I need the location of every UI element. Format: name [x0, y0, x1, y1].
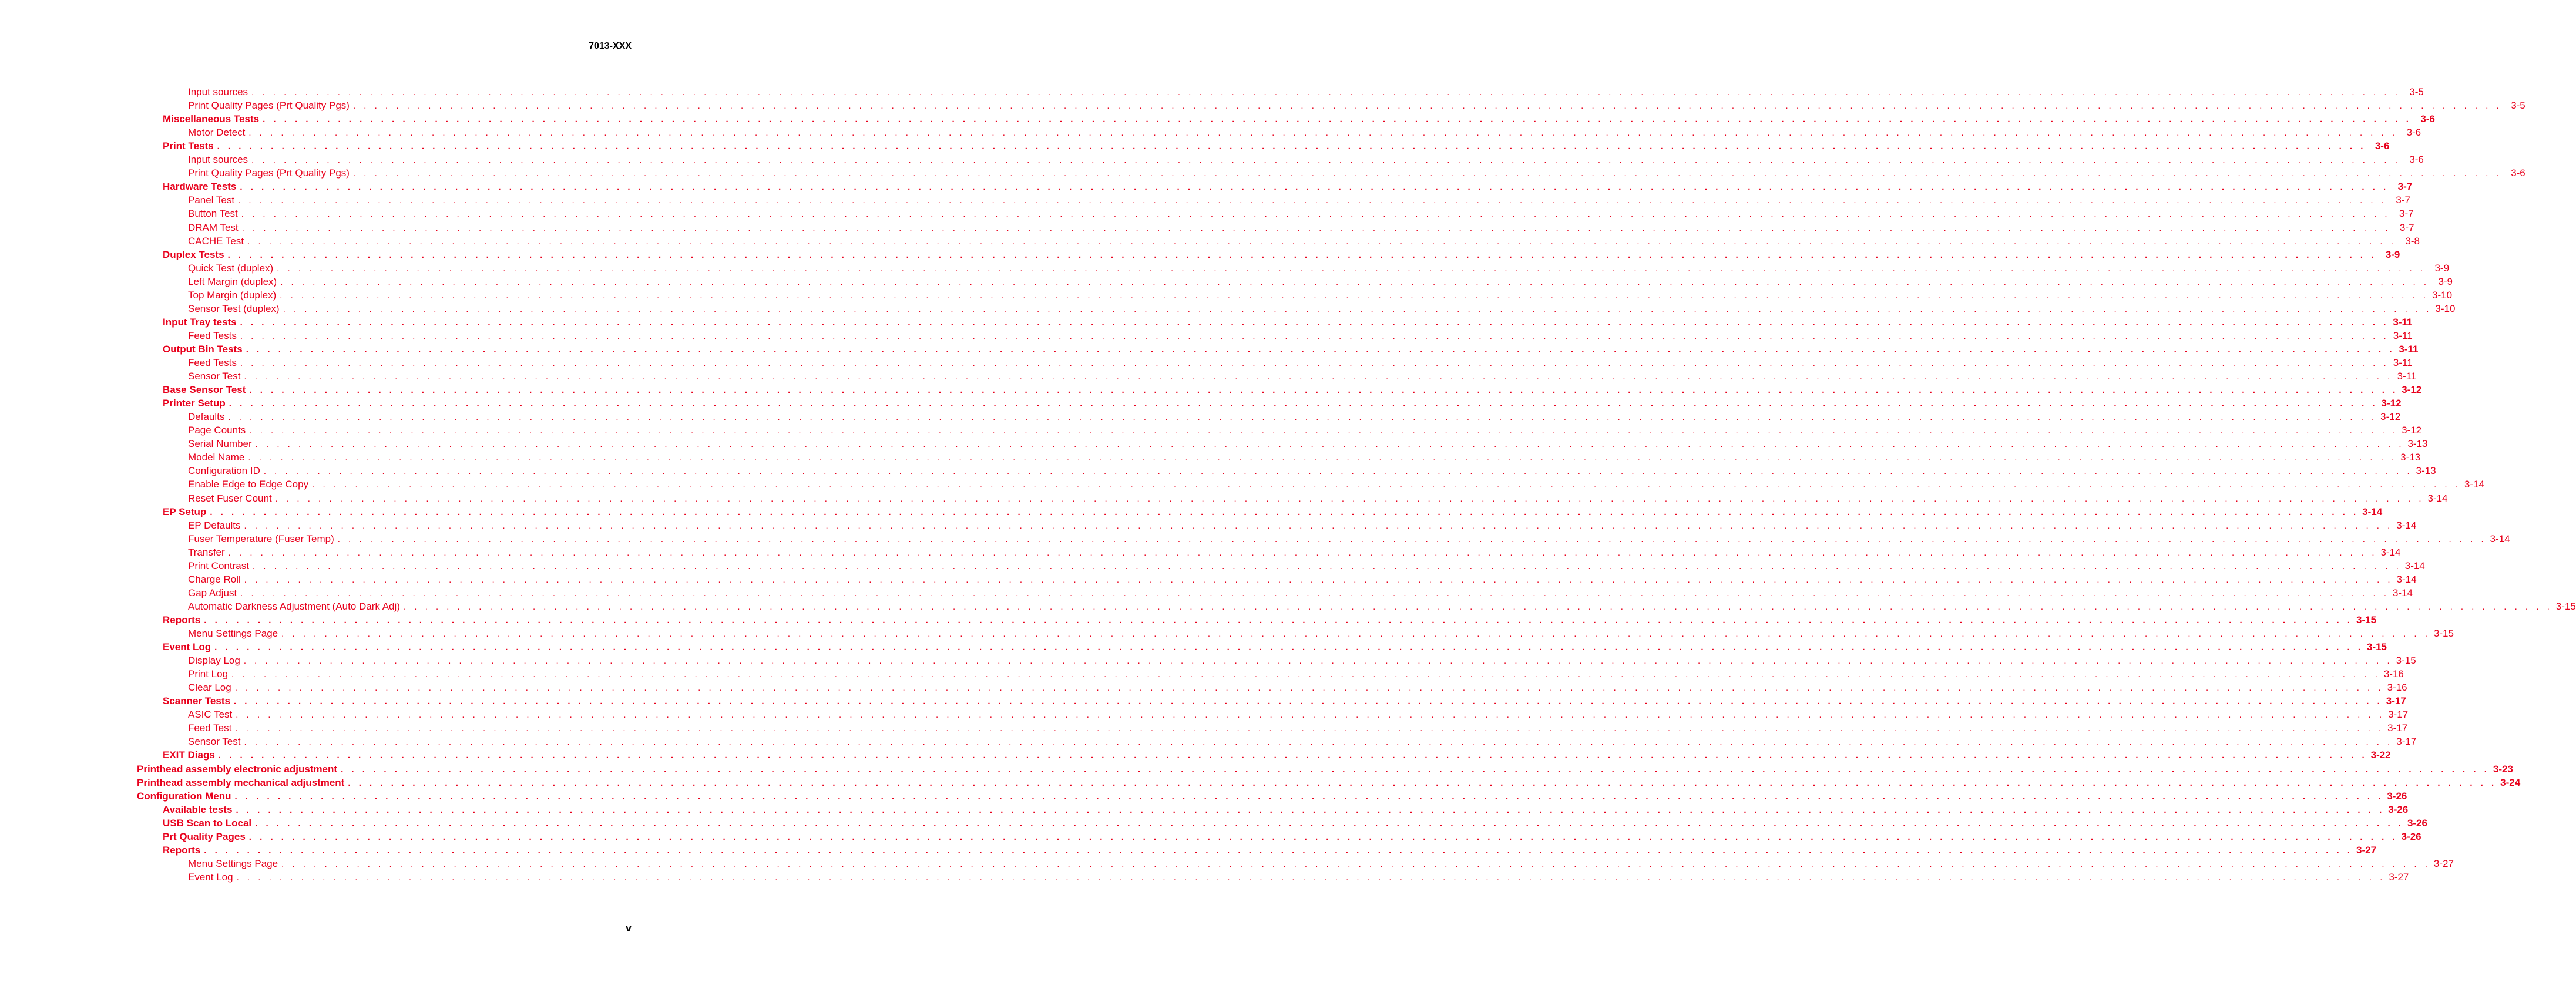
toc-entry-page: 3-12: [2402, 425, 2422, 436]
dot-leader: . . . . . . . . . . . . . . . . . . . . . . . . . . . . . . . . . . . . . . . . . . . . . . . . . . . . . . . . . . . . . . . . . . . . . . . . . . . . . . . . . . . . . . . . . . . . . . . . . . . . . . . . . . . . . . . . . . . . . . . . . . . . . . . . . . . . . . . . . . . . . . . . . . . . . . . . . . . . . . . . . . . . . . . . . . . . . . . . . . . . . . . . . . . . . . . . . . . . . . . .: [240, 331, 2389, 341]
toc-entry[interactable]: [163, 640, 2387, 654]
toc-entry-page: 3-17: [2388, 709, 2409, 721]
toc-entry[interactable]: [137, 762, 2513, 776]
dot-leader: . . . . . . . . . . . . . . . . . . . . . . . . . . . . . . . . . . . . . . . . . . . . . . . . . . . . . . . . . . . . . . . . . . . . . . . . . . . . . . . . . . . . . . . . . . . . . . . . . . . . . . . . . . . . . . . . . . . . . . . . . . . . . . . . . . . . . . . . . . . . . . . . . . . . . . . . . . . . . . . . . . . . . . . . . . . . . . . . . . . . . . . . . . . . . . . . . . . . . . . .: [277, 263, 2426, 274]
toc-entry-title: Automatic Darkness Adjustment (Auto Dark Adj): [188, 600, 400, 612]
toc-entry-title: Event Log: [163, 641, 211, 653]
dot-leader: . . . . . . . . . . . . . . . . . . . . . . . . . . . . . . . . . . . . . . . . . . . . . . . . . . . . . . . . . . . . . . . . . . . . . . . . . . . . . . . . . . . . . . . . . . . . . . . . . . . . . . . . . . . . . . . . . . . . . . . . . . . . . . . . . . . . . . . . . . . . . . . . . . . . . . . . . . . . . . . . . . . . . . . . . . . . . . . . . . . . . . . . . . . . . . . . . . . . . . . .: [248, 128, 2398, 139]
toc-entry-page: 3-17: [2396, 736, 2417, 748]
toc-entry-title: CACHE Test: [188, 235, 244, 247]
toc-entry-page: 3-16: [2387, 682, 2407, 694]
dot-leader: . . . . . . . . . . . . . . . . . . . . . . . . . . . . . . . . . . . . . . . . . . . . . . . . . . . . . . . . . . . . . . . . . . . . . . . . . . . . . . . . . . . . . . . . . . . . . . . . . . . . . . . . . . . . . . . . . . . . . . . . . . . . . . . . . . . . . . . . . . . . . . . . . . . . . . . . . . . . . . . . . . . . . . . . . . . . . . . . . . . . . . . . . . . . . . . . . . . . . . . .: [248, 832, 2398, 842]
toc-entry[interactable]: [188, 423, 2422, 437]
dot-leader: . . . . . . . . . . . . . . . . . . . . . . . . . . . . . . . . . . . . . . . . . . . . . . . . . . . . . . . . . . . . . . . . . . . . . . . . . . . . . . . . . . . . . . . . . . . . . . . . . . . . . . . . . . . . . . . . . . . . . . . . . . . . . . . . . . . . . . . . . . . . . . . . . . . . . . . . . . . . . . . . . . . . . . . . . . . . . . . . . . . . . . . . . . . . . . . . . . . . . . . .: [240, 317, 2389, 328]
toc-entry[interactable]: [163, 180, 2413, 193]
toc-entry-title: DRAM Test: [188, 221, 239, 233]
toc-entry-title: Left Margin (duplex): [188, 275, 277, 287]
dot-leader: . . . . . . . . . . . . . . . . . . . . . . . . . . . . . . . . . . . . . . . . . . . . . . . . . . . . . . . . . . . . . . . . . . . . . . . . . . . . . . . . . . . . . . . . . . . . . . . . . . . . . . . . . . . . . . . . . . . . . . . . . . . . . . . . . . . . . . . . . . . . . . . . . . . . . . . . . . . . . . . . . . . . . . . . . . . . . . . . . . . . . . . . . . . . . . . . . . . . . . . .: [204, 615, 2353, 625]
toc-entry-title: Input sources: [188, 86, 248, 97]
toc-entry[interactable]: [188, 464, 2436, 477]
toc-entry-title: Quick Test (duplex): [188, 262, 274, 274]
dot-leader: . . . . . . . . . . . . . . . . . . . . . . . . . . . . . . . . . . . . . . . . . . . . . . . . . . . . . . . . . . . . . . . . . . . . . . . . . . . . . . . . . . . . . . . . . . . . . . . . . . . . . . . . . . . . . . . . . . . . . . . . . . . . . . . . . . . . . . . . . . . . . . . . . . . . . . . . . . . . . . . . . . . . . . . . . . . . . . . . . . . . . . . . . . . . . . . . . . . . . . . .: [204, 845, 2353, 856]
toc-entry[interactable]: [188, 410, 2401, 423]
dot-leader: . . . . . . . . . . . . . . . . . . . . . . . . . . . . . . . . . . . . . . . . . . . . . . . . . . . . . . . . . . . . . . . . . . . . . . . . . . . . . . . . . . . . . . . . . . . . . . . . . . . . . . . . . . . . . . . . . . . . . . . . . . . . . . . . . . . . . . . . . . . . . . . . . . . . . . . . . . . . . . . . . . . . . . . . . . . . . . . . . . . . . . . . . . . . . . . . . . . . . . . .: [275, 493, 2424, 504]
toc-entry-page: 3-14: [2392, 587, 2413, 598]
toc-entry[interactable]: [188, 532, 2510, 546]
toc-entry-title: Panel Test: [188, 194, 235, 206]
toc-entry[interactable]: [188, 153, 2424, 166]
toc-entry-page: 3-11: [2399, 343, 2419, 355]
toc-entry[interactable]: [188, 492, 2448, 505]
toc-entry-title: Top Margin (duplex): [188, 289, 277, 301]
toc-entry[interactable]: [188, 857, 2454, 870]
dot-leader: . . . . . . . . . . . . . . . . . . . . . . . . . . . . . . . . . . . . . . . . . . . . . . . . . . . . . . . . . . . . . . . . . . . . . . . . . . . . . . . . . . . . . . . . . . . . . . . . . . . . . . . . . . . . . . . . . . . . . . . . . . . . . . . . . . . . . . . . . . . . . . . . . . . . . . . . . . . . . . . . . . . . . . . . . . . . . . . . . . . . . . . . . . . . . . . . . . . . . . . .: [240, 358, 2389, 368]
dot-leader: . . . . . . . . . . . . . . . . . . . . . . . . . . . . . . . . . . . . . . . . . . . . . . . . . . . . . . . . . . . . . . . . . . . . . . . . . . . . . . . . . . . . . . . . . . . . . . . . . . . . . . . . . . . . . . . . . . . . . . . . . . . . . . . . . . . . . . . . . . . . . . . . . . . . . . . . . . . . . . . . . . . . . . . . . . . . . . . . . . . . . . . . . . . . . . . . . . . . . . . .: [229, 399, 2378, 409]
toc-entry-page: 3-8: [2405, 235, 2420, 247]
toc-entry[interactable]: [188, 369, 2417, 383]
toc-entry-title: Printhead assembly electronic adjustment: [137, 763, 338, 775]
toc-entry[interactable]: [188, 437, 2428, 450]
dot-leader: . . . . . . . . . . . . . . . . . . . . . . . . . . . . . . . . . . . . . . . . . . . . . . . . . . . . . . . . . . . . . . . . . . . . . . . . . . . . . . . . . . . . . . . . . . . . . . . . . . . . . . . . . . . . . . . . . . . . . . . . . . . . . . . . . . . . . . . . . . . . . . . . . . . . . . . . . . . . . . . . . . . . . . . . . . . . . . . . . . . . . . . . . . . . . . . . . . . . . . . .: [241, 209, 2390, 220]
dot-leader: . . . . . . . . . . . . . . . . . . . . . . . . . . . . . . . . . . . . . . . . . . . . . . . . . . . . . . . . . . . . . . . . . . . . . . . . . . . . . . . . . . . . . . . . . . . . . . . . . . . . . . . . . . . . . . . . . . . . . . . . . . . . . . . . . . . . . . . . . . . . . . . . . . . . . . . . . . . . . . . . . . . . . . . . . . . . . . . . . . . . . . . . . . . . . . . . . . . . . . . .: [214, 642, 2363, 653]
toc-entry-page: 3-23: [2493, 763, 2513, 775]
dot-leader: . . . . . . . . . . . . . . . . . . . . . . . . . . . . . . . . . . . . . . . . . . . . . . . . . . . . . . . . . . . . . . . . . . . . . . . . . . . . . . . . . . . . . . . . . . . . . . . . . . . . . . . . . . . . . . . . . . . . . . . . . . . . . . . . . . . . . . . . . . . . . . . . . . . . . . . . . . . . . . . . . . . . . . . . . . . . . . . . . . . . . . . . . . . . . . . . . . . . . . . .: [234, 683, 2384, 694]
toc-entry-page: 3-26: [2407, 817, 2427, 829]
toc-entry-title: Output Bin Tests: [163, 343, 243, 355]
toc-entry-page: 3-12: [2381, 398, 2402, 409]
toc-entry[interactable]: [163, 505, 2383, 519]
dot-leader: . . . . . . . . . . . . . . . . . . . . . . . . . . . . . . . . . . . . . . . . . . . . . . . . . . . . . . . . . . . . . . . . . . . . . . . . . . . . . . . . . . . . . . . . . . . . . . . . . . . . . . . . . . . . . . . . . . . . . . . . . . . . . . . . . . . . . . . . . . . . . . . . . . . . . . . . . . . . . . . . . . . . . . . . . . . . . . . . . . . . . . . . . . . . . . . . . . . . . . . .: [312, 480, 2461, 490]
toc-entry-page: 3-9: [2438, 275, 2453, 287]
toc-entry-title: Transfer: [188, 546, 225, 558]
toc-entry[interactable]: [188, 573, 2417, 586]
toc-entry-title: Print Quality Pages (Prt Quality Pgs): [188, 167, 350, 179]
document-id: 7013-XXX: [589, 41, 632, 51]
toc-entry[interactable]: [163, 816, 2427, 830]
toc-entry-title: Print Contrast: [188, 560, 249, 571]
toc-entry[interactable]: [163, 342, 2419, 356]
toc-entry-page: 3-12: [2402, 384, 2422, 396]
dot-leader: . . . . . . . . . . . . . . . . . . . . . . . . . . . . . . . . . . . . . . . . . . . . . . . . . . . . . . . . . . . . . . . . . . . . . . . . . . . . . . . . . . . . . . . . . . . . . . . . . . . . . . . . . . . . . . . . . . . . . . . . . . . . . . . . . . . . . . . . . . . . . . . . . . . . . . . . . . . . . . . . . . . . . . . . . . . . . . . . . . . . . . . . . . . . . . . . . . . . . . . .: [283, 304, 2432, 314]
toc-entry-page: 3-6: [2409, 154, 2424, 166]
dot-leader: . . . . . . . . . . . . . . . . . . . . . . . . . . . . . . . . . . . . . . . . . . . . . . . . . . . . . . . . . . . . . . . . . . . . . . . . . . . . . . . . . . . . . . . . . . . . . . . . . . . . . . . . . . . . . . . . . . . . . . . . . . . . . . . . . . . . . . . . . . . . . . . . . . . . . . . . . . . . . . . . . . . . . . . . . . . . . . . . . . . . . . . . . . . . . . . . . . . . . . . .: [249, 426, 2399, 436]
toc-entry[interactable]: [188, 546, 2401, 559]
toc-entry[interactable]: [188, 85, 2424, 99]
dot-leader: . . . . . . . . . . . . . . . . . . . . . . . . . . . . . . . . . . . . . . . . . . . . . . . . . . . . . . . . . . . . . . . . . . . . . . . . . . . . . . . . . . . . . . . . . . . . . . . . . . . . . . . . . . . . . . . . . . . . . . . . . . . . . . . . . . . . . . . . . . . . . . . . . . . . . . . . . . . . . . . . . . . . . . . . . . . . . . . . . . . . . . . . . . . . . . . . . . . . . . . .: [244, 372, 2393, 382]
toc-entry[interactable]: [188, 234, 2420, 248]
toc-entry-page: 3-10: [2435, 302, 2456, 314]
toc-entry-page: 3-14: [2490, 533, 2510, 544]
toc-entry-page: 3-6: [2406, 127, 2421, 139]
toc-entry-page: 3-13: [2407, 438, 2428, 450]
toc-entry[interactable]: [163, 803, 2409, 816]
toc-entry[interactable]: [163, 315, 2413, 329]
toc-entry-title: Print Quality Pages (Prt Quality Pgs): [188, 100, 350, 112]
toc-entry-title: Display Log: [188, 655, 240, 667]
toc-entry[interactable]: [188, 450, 2421, 464]
dot-leader: . . . . . . . . . . . . . . . . . . . . . . . . . . . . . . . . . . . . . . . . . . . . . . . . . . . . . . . . . . . . . . . . . . . . . . . . . . . . . . . . . . . . . . . . . . . . . . . . . . . . . . . . . . . . . . . . . . . . . . . . . . . . . . . . . . . . . . . . . . . . . . . . . . . . . . . . . . . . . . . . . . . . . . . . . . . . . . . . . . . . . . . . . . . . . . . . . . . . . . . .: [352, 169, 2502, 179]
toc-entry-title: EP Setup: [163, 506, 207, 517]
toc-entry-title: Miscellaneous Tests: [163, 113, 260, 125]
toc-entry-title: USB Scan to Local: [163, 817, 252, 829]
toc-entry-title: Fuser Temperature (Fuser Temp): [188, 533, 334, 544]
toc-entry-page: 3-26: [2401, 830, 2421, 842]
toc-entry-title: Reports: [163, 844, 201, 856]
dot-leader: . . . . . . . . . . . . . . . . . . . . . . . . . . . . . . . . . . . . . . . . . . . . . . . . . . . . . . . . . . . . . . . . . . . . . . . . . . . . . . . . . . . . . . . . . . . . . . . . . . . . . . . . . . . . . . . . . . . . . . . . . . . . . . . . . . . . . . . . . . . . . . . . . . . . . . . . . . . . . . . . . . . . . . . . . . . . . . . . . . . . . . . . . . . . . . . . . . . . . . . .: [280, 277, 2430, 287]
toc-entry-page: 3-11: [2393, 357, 2413, 368]
toc-entry-page: 3-6: [2375, 140, 2390, 152]
toc-entry-page: 3-9: [2434, 262, 2450, 274]
dot-leader: . . . . . . . . . . . . . . . . . . . . . . . . . . . . . . . . . . . . . . . . . . . . . . . . . . . . . . . . . . . . . . . . . . . . . . . . . . . . . . . . . . . . . . . . . . . . . . . . . . . . . . . . . . . . . . . . . . . . . . . . . . . . . . . . . . . . . . . . . . . . . . . . . . . . . . . . . . . . . . . . . . . . . . . . . . . . . . . . . . . . . . . . . . . . . . . . . . . . . . . .: [241, 223, 2391, 233]
toc-entry[interactable]: [188, 356, 2413, 369]
toc-entry[interactable]: [188, 99, 2525, 112]
toc-entry-page: 3-13: [2416, 465, 2436, 477]
dot-leader: . . . . . . . . . . . . . . . . . . . . . . . . . . . . . . . . . . . . . . . . . . . . . . . . . . . . . . . . . . . . . . . . . . . . . . . . . . . . . . . . . . . . . . . . . . . . . . . . . . . . . . . . . . . . . . . . . . . . . . . . . . . . . . . . . . . . . . . . . . . . . . . . . . . . . . . . . . . . . . . . . . . . . . . . . . . . . . . . . . . . . . . . . . . . . . . . . . . . . . . .: [235, 724, 2384, 734]
dot-leader: . . . . . . . . . . . . . . . . . . . . . . . . . . . . . . . . . . . . . . . . . . . . . . . . . . . . . . . . . . . . . . . . . . . . . . . . . . . . . . . . . . . . . . . . . . . . . . . . . . . . . . . . . . . . . . . . . . . . . . . . . . . . . . . . . . . . . . . . . . . . . . . . . . . . . . . . . . . . . . . . . . . . . . . . . . . . . . . . . . . . . . . . . . . . . . . . . . . . . . . .: [341, 764, 2490, 775]
toc-entry-page: 3-26: [2388, 803, 2409, 815]
toc-entry[interactable]: [188, 288, 2453, 302]
dot-leader: . . . . . . . . . . . . . . . . . . . . . . . . . . . . . . . . . . . . . . . . . . . . . . . . . . . . . . . . . . . . . . . . . . . . . . . . . . . . . . . . . . . . . . . . . . . . . . . . . . . . . . . . . . . . . . . . . . . . . . . . . . . . . . . . . . . . . . . . . . . . . . . . . . . . . . . . . . . . . . . . . . . . . . . . . . . . . . . . . . . . . . . . . . . . . . . . . . . . . . . .: [251, 155, 2400, 166]
toc-entry[interactable]: [188, 329, 2413, 342]
dot-leader: . . . . . . . . . . . . . . . . . . . . . . . . . . . . . . . . . . . . . . . . . . . . . . . . . . . . . . . . . . . . . . . . . . . . . . . . . . . . . . . . . . . . . . . . . . . . . . . . . . . . . . . . . . . . . . . . . . . . . . . . . . . . . . . . . . . . . . . . . . . . . . . . . . . . . . . . . . . . . . . . . . . . . . . . . . . . . . . . . . . . . . . . . . . . . . . . . . . . . . . .: [236, 872, 2386, 883]
toc-entry-page: 3-14: [2404, 560, 2425, 571]
toc-entry-page: 3-16: [2383, 668, 2404, 680]
toc-entry-page: 3-15: [2356, 614, 2377, 625]
toc-entry[interactable]: [163, 748, 2391, 762]
dot-leader: . . . . . . . . . . . . . . . . . . . . . . . . . . . . . . . . . . . . . . . . . . . . . . . . . . . . . . . . . . . . . . . . . . . . . . . . . . . . . . . . . . . . . . . . . . . . . . . . . . . . . . . . . . . . . . . . . . . . . . . . . . . . . . . . . . . . . . . . . . . . . . . . . . . . . . . . . . . . . . . . . . . . . . . . . . . . . . . . . . . . . . . . . . . . . . . . . . . . . . . .: [231, 670, 2380, 680]
toc-entry[interactable]: [188, 870, 2409, 884]
toc-entry[interactable]: [188, 721, 2408, 735]
toc-entry[interactable]: [163, 830, 2421, 843]
dot-leader: . . . . . . . . . . . . . . . . . . . . . . . . . . . . . . . . . . . . . . . . . . . . . . . . . . . . . . . . . . . . . . . . . . . . . . . . . . . . . . . . . . . . . . . . . . . . . . . . . . . . . . . . . . . . . . . . . . . . . . . . . . . . . . . . . . . . . . . . . . . . . . . . . . . . . . . . . . . . . . . . . . . . . . . . . . . . . . . . . . . . . . . . . . . . . . . . . . . . . . . .: [255, 818, 2404, 829]
toc-entry-title: Reset Fuser Count: [188, 492, 272, 504]
toc-entry-page: 3-9: [2385, 248, 2400, 260]
toc-entry-title: Charge Roll: [188, 573, 241, 585]
toc-entry[interactable]: [188, 166, 2525, 180]
toc-entry-page: 3-14: [2427, 492, 2448, 504]
dot-leader: . . . . . . . . . . . . . . . . . . . . . . . . . . . . . . . . . . . . . . . . . . . . . . . . . . . . . . . . . . . . . . . . . . . . . . . . . . . . . . . . . . . . . . . . . . . . . . . . . . . . . . . . . . . . . . . . . . . . . . . . . . . . . . . . . . . . . . . . . . . . . . . . . . . . . . . . . . . . . . . . . . . . . . . . . . . . . . . . . . . . . . . . . . . . . . . . . . . . . . . .: [244, 520, 2393, 531]
dot-leader: . . . . . . . . . . . . . . . . . . . . . . . . . . . . . . . . . . . . . . . . . . . . . . . . . . . . . . . . . . . . . . . . . . . . . . . . . . . . . . . . . . . . . . . . . . . . . . . . . . . . . . . . . . . . . . . . . . . . . . . . . . . . . . . . . . . . . . . . . . . . . . . . . . . . . . . . . . . . . . . . . . . . . . . . . . . . . . . . . . . . . . . . . . . . . . . . . . . . . . . .: [243, 656, 2393, 667]
toc-entry-page: 3-14: [2464, 479, 2484, 490]
toc-entry-title: Defaults: [188, 411, 225, 423]
toc-entry-page: 3-7: [2399, 221, 2414, 233]
toc-entry[interactable]: [188, 654, 2416, 667]
toc-entry-title: Clear Log: [188, 682, 231, 694]
dot-leader: . . . . . . . . . . . . . . . . . . . . . . . . . . . . . . . . . . . . . . . . . . . . . . . . . . . . . . . . . . . . . . . . . . . . . . . . . . . . . . . . . . . . . . . . . . . . . . . . . . . . . . . . . . . . . . . . . . . . . . . . . . . . . . . . . . . . . . . . . . . . . . . . . . . . . . . . . . . . . . . . . . . . . . . . . . . . . . . . . . . . . . . . . . . . . . . . . . . . . . . .: [238, 196, 2387, 206]
toc-entry-title: Print Log: [188, 668, 229, 680]
toc-entry-title: Print Tests: [163, 140, 214, 152]
toc-entry[interactable]: [188, 302, 2456, 315]
toc-entry-title: Base Sensor Test: [163, 384, 246, 396]
toc-entry[interactable]: [188, 586, 2413, 600]
toc-entry-page: 3-15: [2396, 655, 2416, 667]
toc-entry-title: Sensor Test: [188, 371, 241, 382]
toc-entry-page: 3-7: [2397, 181, 2413, 193]
toc-entry-page: 3-27: [2433, 857, 2454, 869]
toc-entry-title: Reports: [163, 614, 201, 625]
dot-leader: . . . . . . . . . . . . . . . . . . . . . . . . . . . . . . . . . . . . . . . . . . . . . . . . . . . . . . . . . . . . . . . . . . . . . . . . . . . . . . . . . . . . . . . . . . . . . . . . . . . . . . . . . . . . . . . . . . . . . . . . . . . . . . . . . . . . . . . . . . . . . . . . . . . . . . . . . . . . . . . . . . . . . . . . . . . . . . . . . . . . . . . . . . . . . . . . . . . . . . . .: [244, 737, 2393, 748]
toc-entry-title: EP Defaults: [188, 519, 241, 531]
dot-leader: . . . . . . . . . . . . . . . . . . . . . . . . . . . . . . . . . . . . . . . . . . . . . . . . . . . . . . . . . . . . . . . . . . . . . . . . . . . . . . . . . . . . . . . . . . . . . . . . . . . . . . . . . . . . . . . . . . . . . . . . . . . . . . . . . . . . . . . . . . . . . . . . . . . . . . . . . . . . . . . . . . . . . . . . . . . . . . . . . . . . . . . . . . . . . . . . . . . . . . . .: [244, 574, 2393, 585]
dot-leader: . . . . . . . . . . . . . . . . . . . . . . . . . . . . . . . . . . . . . . . . . . . . . . . . . . . . . . . . . . . . . . . . . . . . . . . . . . . . . . . . . . . . . . . . . . . . . . . . . . . . . . . . . . . . . . . . . . . . . . . . . . . . . . . . . . . . . . . . . . . . . . . . . . . . . . . . . . . . . . . . . . . . . . . . . . . . . . . . . . . . . . . . . . . . . . . . . . . . . . . .: [228, 547, 2377, 558]
toc-entry-title: Motor Detect: [188, 127, 246, 139]
toc-entry[interactable]: [188, 681, 2407, 694]
dot-leader: . . . . . . . . . . . . . . . . . . . . . . . . . . . . . . . . . . . . . . . . . . . . . . . . . . . . . . . . . . . . . . . . . . . . . . . . . . . . . . . . . . . . . . . . . . . . . . . . . . . . . . . . . . . . . . . . . . . . . . . . . . . . . . . . . . . . . . . . . . . . . . . . . . . . . . . . . . . . . . . . . . . . . . . . . . . . . . . . . . . . . . . . . . . . . . . . . . . . . . . .: [234, 791, 2384, 802]
dot-leader: . . . . . . . . . . . . . . . . . . . . . . . . . . . . . . . . . . . . . . . . . . . . . . . . . . . . . . . . . . . . . . . . . . . . . . . . . . . . . . . . . . . . . . . . . . . . . . . . . . . . . . . . . . . . . . . . . . . . . . . . . . . . . . . . . . . . . . . . . . . . . . . . . . . . . . . . . . . . . . . . . . . . . . . . . . . . . . . . . . . . . . . . . . . . . . . . . . . . . . . .: [249, 385, 2399, 396]
toc-entry[interactable]: [188, 477, 2484, 491]
toc-entry-title: Input Tray tests: [163, 316, 237, 328]
toc-entry[interactable]: [163, 613, 2377, 627]
toc-entry-page: 3-27: [2356, 844, 2377, 856]
toc-entry-title: Printer Setup: [163, 398, 226, 409]
toc-entry[interactable]: [163, 383, 2422, 396]
toc-entry-title: Duplex Tests: [163, 248, 224, 260]
toc-entry-page: 3-11: [2397, 371, 2417, 382]
dot-leader: . . . . . . . . . . . . . . . . . . . . . . . . . . . . . . . . . . . . . . . . . . . . . . . . . . . . . . . . . . . . . . . . . . . . . . . . . . . . . . . . . . . . . . . . . . . . . . . . . . . . . . . . . . . . . . . . . . . . . . . . . . . . . . . . . . . . . . . . . . . . . . . . . . . . . . . . . . . . . . . . . . . . . . . . . . . . . . . . . . . . . . . . . . . . . . . . . . . . . . . .: [247, 236, 2396, 247]
toc-entry[interactable]: [137, 776, 2521, 789]
dot-leader: . . . . . . . . . . . . . . . . . . . . . . . . . . . . . . . . . . . . . . . . . . . . . . . . . . . . . . . . . . . . . . . . . . . . . . . . . . . . . . . . . . . . . . . . . . . . . . . . . . . . . . . . . . . . . . . . . . . . . . . . . . . . . . . . . . . . . . . . . . . . . . . . . . . . . . . . . . . . . . . . . . . . . . . . . . . . . . . . . . . . . . . . . . . . . . . . . . . . . . . .: [348, 778, 2497, 788]
toc-entry[interactable]: [163, 396, 2402, 410]
toc-entry[interactable]: [188, 600, 2576, 613]
dot-leader: . . . . . . . . . . . . . . . . . . . . . . . . . . . . . . . . . . . . . . . . . . . . . . . . . . . . . . . . . . . . . . . . . . . . . . . . . . . . . . . . . . . . . . . . . . . . . . . . . . . . . . . . . . . . . . . . . . . . . . . . . . . . . . . . . . . . . . . . . . . . . . . . . . . . . . . . . . . . . . . . . . . . . . . . . . . . . . . . . . . . . . . . . . . . . . . . . . . . . . . .: [217, 142, 2366, 152]
toc-entry[interactable]: [163, 694, 2406, 708]
dot-leader: . . . . . . . . . . . . . . . . . . . . . . . . . . . . . . . . . . . . . . . . . . . . . . . . . . . . . . . . . . . . . . . . . . . . . . . . . . . . . . . . . . . . . . . . . . . . . . . . . . . . . . . . . . . . . . . . . . . . . . . . . . . . . . . . . . . . . . . . . . . . . . . . . . . . . . . . . . . . . . . . . . . . . . . . . . . . . . . . . . . . . . . . . . . . . . . . . . . . . . . .: [227, 250, 2377, 260]
toc-entry-title: Gap Adjust: [188, 587, 237, 598]
toc-entry[interactable]: [188, 275, 2453, 288]
toc-entry-page: 3-5: [2511, 100, 2525, 112]
toc-entry-title: Menu Settings Page: [188, 628, 278, 639]
toc-entry-page: 3-5: [2409, 86, 2424, 97]
toc-entry-title: Printhead assembly mechanical adjustment: [137, 776, 345, 788]
toc-entry-page: 3-11: [2393, 316, 2413, 328]
toc-entry-title: Sensor Test (duplex): [188, 302, 280, 314]
toc-entry-title: Feed Tests: [188, 357, 237, 368]
toc-entry[interactable]: [163, 248, 2400, 261]
dot-leader: . . . . . . . . . . . . . . . . . . . . . . . . . . . . . . . . . . . . . . . . . . . . . . . . . . . . . . . . . . . . . . . . . . . . . . . . . . . . . . . . . . . . . . . . . . . . . . . . . . . . . . . . . . . . . . . . . . . . . . . . . . . . . . . . . . . . . . . . . . . . . . . . . . . . . . . . . . . . . . . . . . . . . . . . . . . . . . . . . . . . . . . . . . . . . . . . . . . . . . . .: [248, 453, 2397, 463]
toc-entry-page: 3-14: [2362, 506, 2383, 517]
toc-entry[interactable]: [163, 139, 2390, 153]
dot-leader: . . . . . . . . . . . . . . . . . . . . . . . . . . . . . . . . . . . . . . . . . . . . . . . . . . . . . . . . . . . . . . . . . . . . . . . . . . . . . . . . . . . . . . . . . . . . . . . . . . . . . . . . . . . . . . . . . . . . . . . . . . . . . . . . . . . . . . . . . . . . . . . . . . . . . . . . . . . . . . . . . . . . . . . . . . . . . . . . . . . . . . . . . . . . . . . . . . . . . . . .: [240, 182, 2389, 193]
toc-entry[interactable]: [188, 708, 2409, 721]
toc-entry-page: 3-17: [2387, 722, 2408, 734]
toc-entry-page: 3-14: [2380, 546, 2401, 558]
toc-entry-page: 3-15: [2555, 600, 2576, 612]
toc-entry[interactable]: [137, 789, 2407, 803]
toc-entry[interactable]: [188, 559, 2425, 573]
toc-entry-page: 3-22: [2370, 749, 2391, 761]
toc-entry[interactable]: [188, 627, 2454, 640]
toc-entry-title: Configuration Menu: [137, 790, 231, 802]
dot-leader: . . . . . . . . . . . . . . . . . . . . . . . . . . . . . . . . . . . . . . . . . . . . . . . . . . . . . . . . . . . . . . . . . . . . . . . . . . . . . . . . . . . . . . . . . . . . . . . . . . . . . . . . . . . . . . . . . . . . . . . . . . . . . . . . . . . . . . . . . . . . . . . . . . . . . . . . . . . . . . . . . . . . . . . . . . . . . . . . . . . . . . . . . . . . . . . . . . . . . . . .: [280, 290, 2429, 301]
toc-entry-title: Page Counts: [188, 425, 246, 436]
toc-entry[interactable]: [188, 207, 2414, 220]
toc-entry[interactable]: [188, 261, 2450, 275]
toc-entry-title: ASIC Test: [188, 709, 233, 721]
toc-entry-title: Available tests: [163, 803, 233, 815]
toc-entry-page: 3-15: [2433, 628, 2454, 639]
dot-leader: . . . . . . . . . . . . . . . . . . . . . . . . . . . . . . . . . . . . . . . . . . . . . . . . . . . . . . . . . . . . . . . . . . . . . . . . . . . . . . . . . . . . . . . . . . . . . . . . . . . . . . . . . . . . . . . . . . . . . . . . . . . . . . . . . . . . . . . . . . . . . . . . . . . . . . . . . . . . . . . . . . . . . . . . . . . . . . . . . . . . . . . . . . . . . . . . . . . . . . . .: [228, 412, 2377, 423]
toc-entry[interactable]: [188, 193, 2410, 207]
toc-entry-page: 3-6: [2420, 113, 2435, 125]
dot-leader: . . . . . . . . . . . . . . . . . . . . . . . . . . . . . . . . . . . . . . . . . . . . . . . . . . . . . . . . . . . . . . . . . . . . . . . . . . . . . . . . . . . . . . . . . . . . . . . . . . . . . . . . . . . . . . . . . . . . . . . . . . . . . . . . . . . . . . . . . . . . . . . . . . . . . . . . . . . . . . . . . . . . . . . . . . . . . . . . . . . . . . . . . . . . . . . . . . . . . . . .: [281, 629, 2430, 639]
toc-entry-title: Input sources: [188, 154, 248, 166]
toc-entry-page: 3-7: [2399, 208, 2414, 220]
toc-entry-page: 3-6: [2511, 167, 2525, 179]
dot-leader: . . . . . . . . . . . . . . . . . . . . . . . . . . . . . . . . . . . . . . . . . . . . . . . . . . . . . . . . . . . . . . . . . . . . . . . . . . . . . . . . . . . . . . . . . . . . . . . . . . . . . . . . . . . . . . . . . . . . . . . . . . . . . . . . . . . . . . . . . . . . . . . . . . . . . . . . . . . . . . . . . . . . . . . . . . . . . . . . . . . . . . . . . . . . . . . . . . . . . . . .: [263, 466, 2413, 477]
toc-entry-page: 3-27: [2389, 871, 2409, 883]
dot-leader: . . . . . . . . . . . . . . . . . . . . . . . . . . . . . . . . . . . . . . . . . . . . . . . . . . . . . . . . . . . . . . . . . . . . . . . . . . . . . . . . . . . . . . . . . . . . . . . . . . . . . . . . . . . . . . . . . . . . . . . . . . . . . . . . . . . . . . . . . . . . . . . . . . . . . . . . . . . . . . . . . . . . . . . . . . . . . . . . . . . . . . . . . . . . . . . . . . . . . . . .: [281, 859, 2430, 869]
dot-leader: . . . . . . . . . . . . . . . . . . . . . . . . . . . . . . . . . . . . . . . . . . . . . . . . . . . . . . . . . . . . . . . . . . . . . . . . . . . . . . . . . . . . . . . . . . . . . . . . . . . . . . . . . . . . . . . . . . . . . . . . . . . . . . . . . . . . . . . . . . . . . . . . . . . . . . . . . . . . . . . . . . . . . . . . . . . . . . . . . . . . . . . . . . . . . . . . . . . . . . . .: [263, 115, 2412, 125]
dot-leader: . . . . . . . . . . . . . . . . . . . . . . . . . . . . . . . . . . . . . . . . . . . . . . . . . . . . . . . . . . . . . . . . . . . . . . . . . . . . . . . . . . . . . . . . . . . . . . . . . . . . . . . . . . . . . . . . . . . . . . . . . . . . . . . . . . . . . . . . . . . . . . . . . . . . . . . . . . . . . . . . . . . . . . . . . . . . . . . . . . . . . . . . . . . . . . . . . . . . . . . .: [210, 507, 2359, 517]
toc-entry-title: Hardware Tests: [163, 181, 237, 193]
toc-entry-title: Prt Quality Pages: [163, 830, 246, 842]
toc-entry-page: 3-14: [2396, 519, 2417, 531]
toc-entry-page: 3-11: [2393, 329, 2413, 341]
dot-leader: . . . . . . . . . . . . . . . . . . . . . . . . . . . . . . . . . . . . . . . . . . . . . . . . . . . . . . . . . . . . . . . . . . . . . . . . . . . . . . . . . . . . . . . . . . . . . . . . . . . . . . . . . . . . . . . . . . . . . . . . . . . . . . . . . . . . . . . . . . . . . . . . . . . . . . . . . . . . . . . . . . . . . . . . . . . . . . . . . . . . . . . . . . . . . . . . . . . . . . . .: [233, 697, 2383, 707]
dot-leader: . . . . . . . . . . . . . . . . . . . . . . . . . . . . . . . . . . . . . . . . . . . . . . . . . . . . . . . . . . . . . . . . . . . . . . . . . . . . . . . . . . . . . . . . . . . . . . . . . . . . . . . . . . . . . . . . . . . . . . . . . . . . . . . . . . . . . . . . . . . . . . . . . . . . . . . . . . . . . . . . . . . . . . . . . . . . . . . . . . . . . . . . . . . . . . . . . . . . . . . .: [246, 344, 2395, 355]
dot-leader: . . . . . . . . . . . . . . . . . . . . . . . . . . . . . . . . . . . . . . . . . . . . . . . . . . . . . . . . . . . . . . . . . . . . . . . . . . . . . . . . . . . . . . . . . . . . . . . . . . . . . . . . . . . . . . . . . . . . . . . . . . . . . . . . . . . . . . . . . . . . . . . . . . . . . . . . . . . . . . . . . . . . . . . . . . . . . . . . . . . . . . . . . . . . . . . . . . . . . . . .: [236, 805, 2385, 815]
toc-entry[interactable]: [188, 519, 2417, 532]
toc-entry-page: 3-14: [2396, 573, 2417, 585]
toc-entry-page: 3-26: [2387, 790, 2407, 802]
toc-entry-title: Model Name: [188, 452, 245, 463]
toc-entry-page: 3-12: [2380, 411, 2401, 423]
toc-entry[interactable]: [188, 667, 2404, 681]
toc-entry-page: 3-13: [2400, 452, 2421, 463]
toc-entry-title: Enable Edge to Edge Copy: [188, 479, 309, 490]
dot-leader: . . . . . . . . . . . . . . . . . . . . . . . . . . . . . . . . . . . . . . . . . . . . . . . . . . . . . . . . . . . . . . . . . . . . . . . . . . . . . . . . . . . . . . . . . . . . . . . . . . . . . . . . . . . . . . . . . . . . . . . . . . . . . . . . . . . . . . . . . . . . . . . . . . . . . . . . . . . . . . . . . . . . . . . . . . . . . . . . . . . . . . . . . . . . . . . . . . . . . . . .: [240, 588, 2389, 598]
toc-entry[interactable]: [188, 126, 2421, 139]
toc-entry[interactable]: [188, 221, 2414, 234]
dot-leader: . . . . . . . . . . . . . . . . . . . . . . . . . . . . . . . . . . . . . . . . . . . . . . . . . . . . . . . . . . . . . . . . . . . . . . . . . . . . . . . . . . . . . . . . . . . . . . . . . . . . . . . . . . . . . . . . . . . . . . . . . . . . . . . . . . . . . . . . . . . . . . . . . . . . . . . . . . . . . . . . . . . . . . . . . . . . . . . . . . . . . . . . . . . . . . . . . . . . . . . .: [352, 101, 2502, 112]
toc-entry-title: Feed Test: [188, 722, 232, 734]
toc-entry-page: 3-10: [2432, 289, 2453, 301]
toc-entry-title: EXIT Diags: [163, 749, 215, 761]
dot-leader: . . . . . . . . . . . . . . . . . . . . . . . . . . . . . . . . . . . . . . . . . . . . . . . . . . . . . . . . . . . . . . . . . . . . . . . . . . . . . . . . . . . . . . . . . . . . . . . . . . . . . . . . . . . . . . . . . . . . . . . . . . . . . . . . . . . . . . . . . . . . . . . . . . . . . . . . . . . . . . . . . . . . . . . . . . . . . . . . . . . . . . . . . . . . . . . . . . . . . . . .: [252, 561, 2402, 571]
toc-entry-title: Button Test: [188, 208, 238, 220]
toc-entry-title: Event Log: [188, 871, 233, 883]
dot-leader: . . . . . . . . . . . . . . . . . . . . . . . . . . . . . . . . . . . . . . . . . . . . . . . . . . . . . . . . . . . . . . . . . . . . . . . . . . . . . . . . . . . . . . . . . . . . . . . . . . . . . . . . . . . . . . . . . . . . . . . . . . . . . . . . . . . . . . . . . . . . . . . . . . . . . . . . . . . . . . . . . . . . . . . . . . . . . . . . . . . . . . . . . . . . . . . . . . . . . . . .: [218, 751, 2367, 761]
toc-entry-title: Scanner Tests: [163, 695, 230, 707]
toc-entry-title: Configuration ID: [188, 465, 260, 477]
toc-entry-title: Sensor Test: [188, 736, 241, 748]
dot-leader: . . . . . . . . . . . . . . . . . . . . . . . . . . . . . . . . . . . . . . . . . . . . . . . . . . . . . . . . . . . . . . . . . . . . . . . . . . . . . . . . . . . . . . . . . . . . . . . . . . . . . . . . . . . . . . . . . . . . . . . . . . . . . . . . . . . . . . . . . . . . . . . . . . . . . . . . . . . . . . . . . . . . . . . . . . . . . . . . . . . . . . . . . . . . . . . . . . . . . . . .: [403, 601, 2553, 612]
dot-leader: . . . . . . . . . . . . . . . . . . . . . . . . . . . . . . . . . . . . . . . . . . . . . . . . . . . . . . . . . . . . . . . . . . . . . . . . . . . . . . . . . . . . . . . . . . . . . . . . . . . . . . . . . . . . . . . . . . . . . . . . . . . . . . . . . . . . . . . . . . . . . . . . . . . . . . . . . . . . . . . . . . . . . . . . . . . . . . . . . . . . . . . . . . . . . . . . . . . . . . . .: [337, 534, 2487, 544]
toc-entry[interactable]: [163, 843, 2377, 857]
toc-entry-page: 3-7: [2396, 194, 2410, 206]
toc-entry-page: 3-17: [2386, 695, 2406, 707]
dot-leader: . . . . . . . . . . . . . . . . . . . . . . . . . . . . . . . . . . . . . . . . . . . . . . . . . . . . . . . . . . . . . . . . . . . . . . . . . . . . . . . . . . . . . . . . . . . . . . . . . . . . . . . . . . . . . . . . . . . . . . . . . . . . . . . . . . . . . . . . . . . . . . . . . . . . . . . . . . . . . . . . . . . . . . . . . . . . . . . . . . . . . . . . . . . . . . . . . . . . . . . .: [255, 439, 2404, 450]
dot-leader: . . . . . . . . . . . . . . . . . . . . . . . . . . . . . . . . . . . . . . . . . . . . . . . . . . . . . . . . . . . . . . . . . . . . . . . . . . . . . . . . . . . . . . . . . . . . . . . . . . . . . . . . . . . . . . . . . . . . . . . . . . . . . . . . . . . . . . . . . . . . . . . . . . . . . . . . . . . . . . . . . . . . . . . . . . . . . . . . . . . . . . . . . . . . . . . . . . . . . . . .: [236, 710, 2385, 721]
toc-entry-title: Menu Settings Page: [188, 857, 278, 869]
toc-entry[interactable]: [188, 735, 2417, 748]
toc-entry-page: 3-15: [2366, 641, 2387, 653]
toc-entry[interactable]: [163, 112, 2435, 126]
dot-leader: . . . . . . . . . . . . . . . . . . . . . . . . . . . . . . . . . . . . . . . . . . . . . . . . . . . . . . . . . . . . . . . . . . . . . . . . . . . . . . . . . . . . . . . . . . . . . . . . . . . . . . . . . . . . . . . . . . . . . . . . . . . . . . . . . . . . . . . . . . . . . . . . . . . . . . . . . . . . . . . . . . . . . . . . . . . . . . . . . . . . . . . . . . . . . . . . . . . . . . . .: [251, 88, 2400, 97]
toc-entry-title: Feed Tests: [188, 329, 237, 341]
page-number: v: [625, 922, 632, 934]
toc-entry-title: Serial Number: [188, 438, 252, 450]
toc-entry-page: 3-24: [2500, 776, 2521, 788]
